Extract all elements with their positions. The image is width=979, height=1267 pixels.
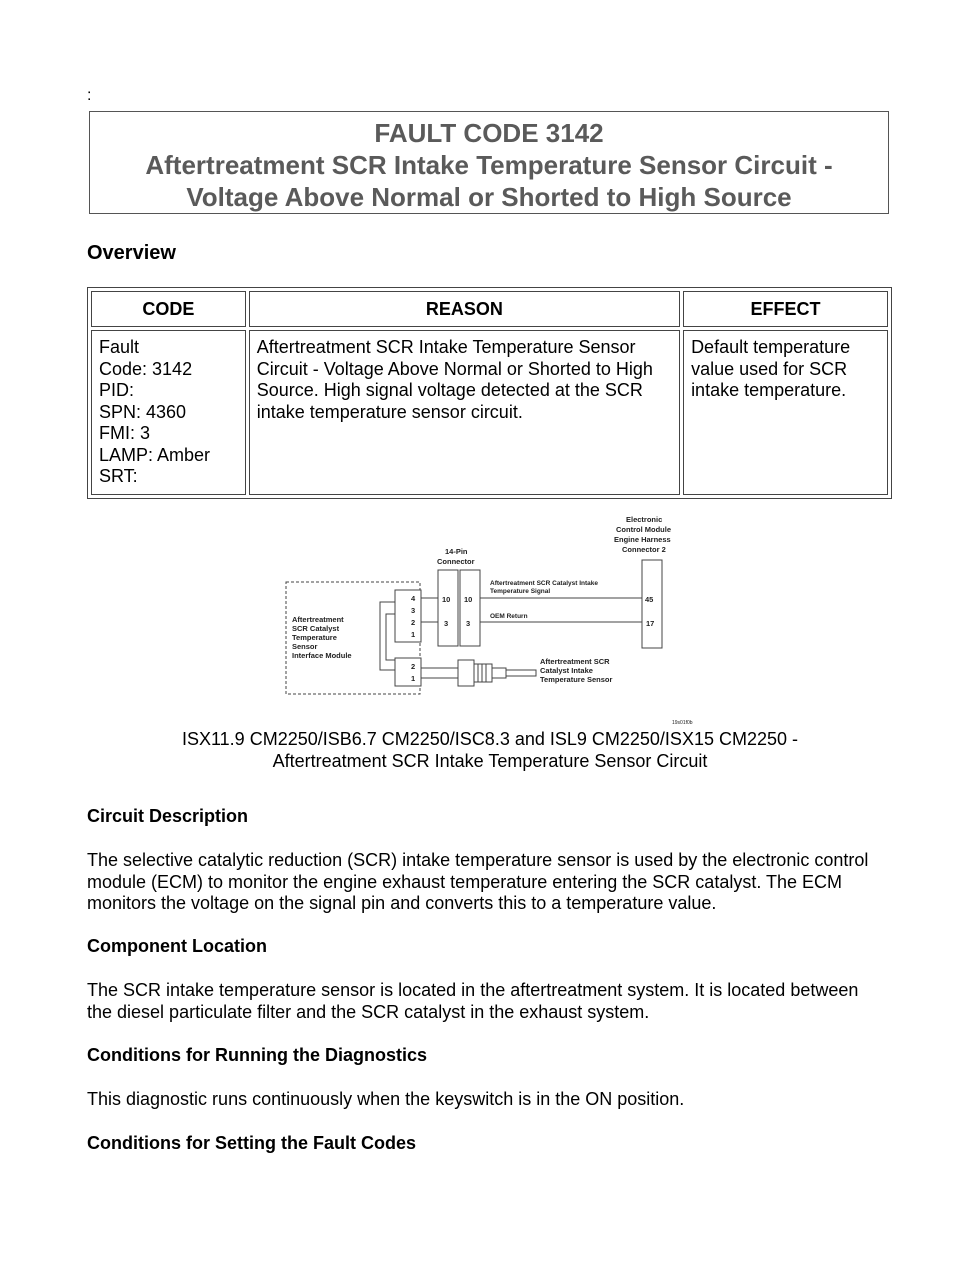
ecm-label <box>614 515 671 554</box>
prefix-colon: : <box>87 87 92 104</box>
running-diagnostics-heading: Conditions for Running the Diagnostics <box>87 1045 427 1065</box>
wiring-diagram <box>280 510 710 730</box>
component-location-text: The SCR intake temperature sensor is located in the aftertreatment system. It is located between the diesel particulate filter and the SCR catalyst in the exhaust system. <box>87 980 859 1022</box>
header-reason: REASON <box>249 291 680 327</box>
svg-text:Temperature: Temperature <box>292 633 337 642</box>
module-label <box>292 615 352 660</box>
svg-text:SCR Catalyst: SCR Catalyst <box>292 624 340 633</box>
fault-title-line2: Voltage Above Normal or Shorted to High Source <box>186 182 792 212</box>
svg-text:Aftertreatment: Aftertreatment <box>292 615 344 624</box>
module-pin: 4 <box>411 594 416 603</box>
pin-connector-14-mate <box>460 570 480 646</box>
svg-text:Catalyst Intake: Catalyst Intake <box>540 666 593 675</box>
code-line: SPN: 4360 <box>99 401 187 422</box>
svg-text:Sensor: Sensor <box>292 642 318 651</box>
svg-text:Electronic: Electronic <box>626 515 663 524</box>
code-line: PID: <box>99 380 135 400</box>
setting-fault-codes-heading: Conditions for Setting the Fault Codes <box>87 1133 416 1153</box>
svg-text:Aftertreatment SCR: Aftertreatment SCR <box>540 657 610 666</box>
svg-text:Temperature Sensor: Temperature Sensor <box>540 675 613 684</box>
connector-pin: 3 <box>444 619 449 628</box>
signal-label: Aftertreatment SCR Catalyst Intake <box>490 580 599 587</box>
fault-table <box>87 287 892 499</box>
title-box <box>89 111 889 214</box>
component-location-heading: Component Location <box>87 936 267 956</box>
diagram-ref: 19s01f0b <box>672 720 693 726</box>
caption-line2: Aftertreatment SCR Intake Temperature Sensor Circuit <box>272 751 708 771</box>
svg-text:Interface Module: Interface Module <box>292 651 352 660</box>
code-line: Fault <box>99 337 140 357</box>
ecm-pin: 17 <box>646 619 655 628</box>
code-cell <box>91 330 246 495</box>
sensor-pin: 2 <box>411 662 416 671</box>
connector-label: Connector <box>437 557 475 566</box>
circuit-description-text: The selective catalytic reduction (SCR) intake temperature sensor is used by the electronic control module (ECM) to monitor the engine exhaust temperature entering the SCR catalyst. The ECM monitors the voltage on the signal pin and converts this to a temperature value. <box>87 850 869 913</box>
header-code: CODE <box>91 291 246 327</box>
sensor-connector <box>395 658 421 686</box>
connector-pin: 10 <box>442 595 451 604</box>
module-pin: 2 <box>411 618 416 627</box>
ecm-connector <box>642 560 662 648</box>
svg-text:Control Module: Control Module <box>616 525 671 534</box>
sensor-label <box>540 657 612 684</box>
svg-text:Engine Harness: Engine Harness <box>614 535 671 544</box>
circuit-description-heading: Circuit Description <box>87 806 249 826</box>
reason-cell: Aftertreatment SCR Intake Temperature Sensor Circuit - Voltage Above Normal or Shorted to High Source. High signal voltage detected at the SCR intake temperature sensor circuit. <box>249 330 680 495</box>
figure-caption <box>100 728 880 772</box>
header-effect: EFFECT <box>683 291 888 327</box>
svg-text:Connector 2: Connector 2 <box>622 545 666 554</box>
connector-pin: 3 <box>466 619 471 628</box>
module-pin: 3 <box>411 606 416 615</box>
sensor-pin: 1 <box>411 674 416 683</box>
signal-label: Temperature Signal <box>490 588 551 595</box>
temperature-sensor-icon <box>458 660 536 686</box>
table-row <box>91 330 888 495</box>
return-label: OEM Return <box>490 613 528 620</box>
overview-heading: Overview <box>87 242 176 264</box>
ecm-pin: 45 <box>645 595 654 604</box>
fault-code-title: FAULT CODE 3142 <box>374 118 604 148</box>
code-line: Code: 3142 <box>99 358 193 379</box>
connector-pin: 10 <box>464 595 473 604</box>
code-line: SRT: <box>99 466 138 486</box>
effect-cell: Default temperature value used for SCR intake temperature. <box>683 330 888 495</box>
pin-connector-14 <box>438 570 458 646</box>
table-header-row <box>91 291 888 327</box>
running-diagnostics-text: This diagnostic runs continuously when the keyswitch is in the ON position. <box>87 1089 685 1109</box>
module-connector <box>395 590 421 642</box>
code-line: LAMP: Amber <box>99 444 211 465</box>
module-pin: 1 <box>411 630 416 639</box>
fault-title-line1: Aftertreatment SCR Intake Temperature Sensor Circuit - <box>145 150 833 180</box>
code-line: FMI: 3 <box>99 423 151 443</box>
caption-line1: ISX11.9 CM2250/ISB6.7 CM2250/ISC8.3 and ISL9 CM2250/ISX15 CM2250 - <box>181 729 799 749</box>
connector-label: 14-Pin <box>445 547 468 556</box>
